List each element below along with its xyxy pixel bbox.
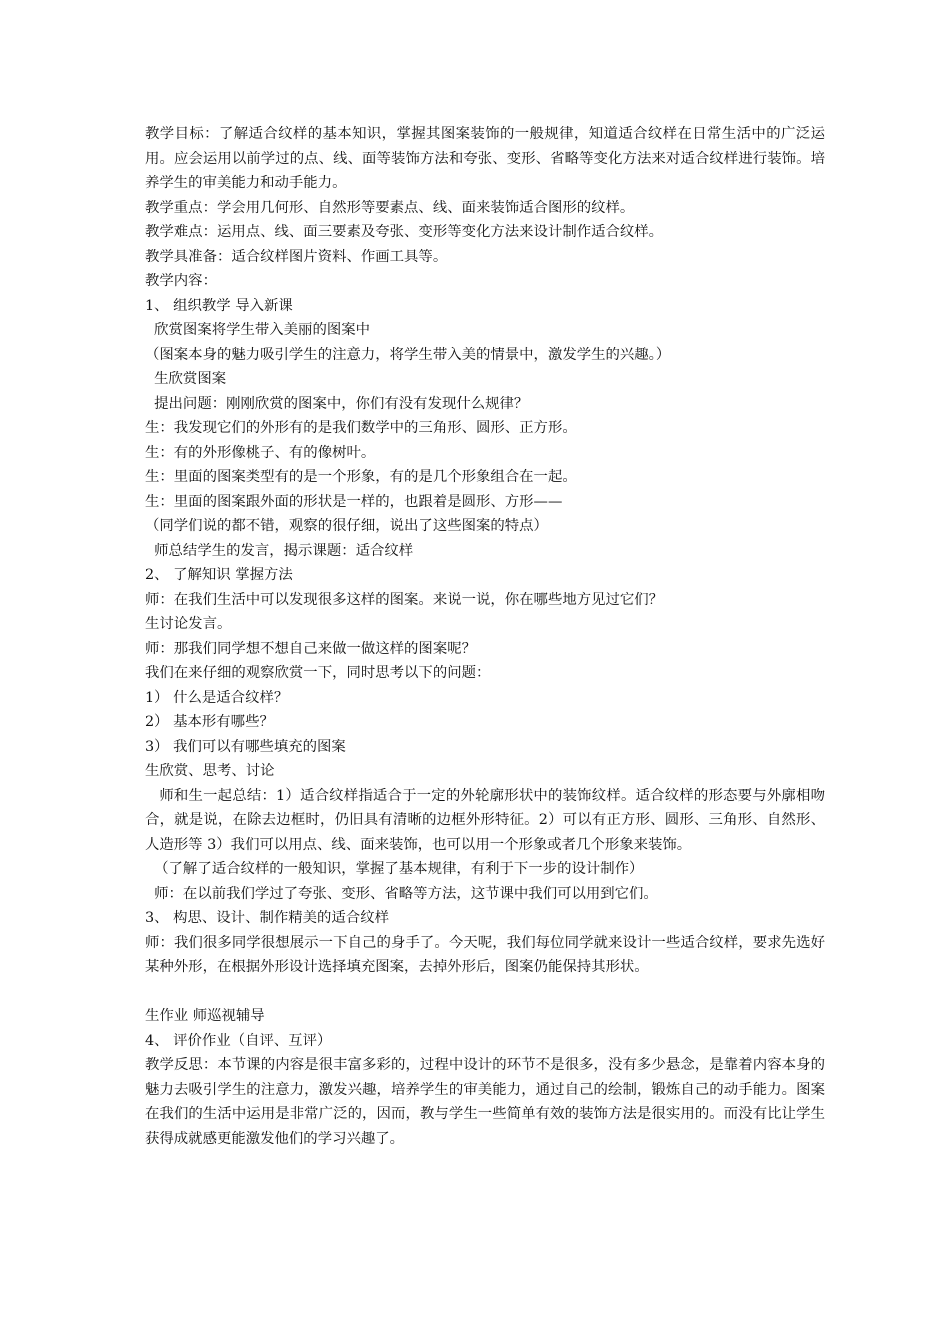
section-2-line: 我们在来仔细的观察欣赏一下，同时思考以下的问题： <box>145 665 491 681</box>
section-1-title: 1、 组织教学 导入新课 <box>145 297 293 314</box>
teaching-objectives: 教学目标：了解适合纹样的基本知识，掌握其图案装饰的一般规律，知道适合纹样在日常生活中的广泛运用。应会运用以前学过的点、线、面等装饰方法和夸张、变形、省略等变化方法来对适合纹样进行装饰。培养学生的审美能力和动手能力。 <box>145 126 825 191</box>
section-1-line: 提出问题：刚刚欣赏的图案中，你们有没有发现什么规律？ <box>145 395 529 412</box>
section-1-line: 欣赏图案将学生带入美丽的图案中 <box>145 322 371 338</box>
section-1-line: （图案本身的魅力吸引学生的注意力，将学生带入美的情景中，激发学生的兴趣。） <box>145 346 671 363</box>
section-2-line: 生欣赏、思考、讨论 <box>145 763 275 779</box>
teaching-difficulty: 教学难点：运用点、线、面三要素及夸张、变形等变化方法来设计制作适合纹样。 <box>145 224 664 240</box>
teaching-key-point: 教学重点：学会用几何形、自然形等要素点、线、面来装饰适合图形的纹样。 <box>145 199 635 216</box>
question-item: 1） 什么是适合纹样？ <box>145 689 289 706</box>
section-1-line: 生：里面的图案类型有的是一个形象，有的是几个形象组合在一起。 <box>145 469 577 485</box>
section-1-line: 师总结学生的发言，揭示课题：适合纹样 <box>145 542 414 559</box>
section-3-paragraph: 师：我们很多同学很想展示一下自己的身手了。今天呢，我们每位同学就来设计一些适合纹样，要求先选好某种外形，在根据外形设计选择填充图案，去掉外形后，图案仍能保持其形状。 <box>145 934 825 975</box>
reflection-paragraph: 教学反思：本节课的内容是很丰富多彩的，过程中设计的环节不是很多，没有多少悬念，是靠着内容本身的魅力去吸引学生的注意力，激发兴趣，培养学生的审美能力，通过自己的绘制，锻炼自己的动手能力。图案在我们的生活中运用是非常广泛的，因而，教与学生一些简单有效的装饰方法是很实用的。而没有比让学生获得成就感更能激发他们的学习兴趣了。 <box>145 1057 825 1147</box>
question-item: 3） 我们可以有哪些填充的图案 <box>145 738 346 755</box>
section-2-line: （了解了适合纹样的一般知识，掌握了基本规律，有利于下一步的设计制作） <box>145 861 644 877</box>
section-2-title: 2、 了解知识 掌握方法 <box>145 567 293 583</box>
teaching-preparation: 教学具准备：适合纹样图片资料、作画工具等。 <box>145 248 448 265</box>
section-1-line: （同学们说的都不错，观察的很仔细，说出了这些图案的特点） <box>145 518 548 534</box>
section-1-line: 生：有的外形像桃子、有的像树叶。 <box>145 444 376 461</box>
summary-paragraph: 师和生一起总结：1）适合纹样指适合于一定的外轮廓形状中的装饰纹样。适合纹样的形态要与外廓相吻合，就是说，在除去边框时，仍旧具有清晰的边框外形特征。2）可以有正方形、圆形、三角形、自然形、人造形等 3）我们可以用点、线、面来装饰，也可以用一个形象或者几个形象来装饰。 <box>145 787 825 853</box>
section-2-line: 师：在我们生活中可以发现很多这样的图案。来说一说，你在哪些地方见过它们？ <box>145 591 664 608</box>
content-heading: 教学内容： <box>145 273 217 289</box>
section-1-line: 生：里面的图案跟外面的形状是一样的，也跟着是圆形、方形—— <box>145 493 563 510</box>
section-4-title: 4、 评价作业（自评、互评） <box>145 1032 332 1049</box>
section-2-line: 师：那我们同学想不想自己来做一做这样的图案呢？ <box>145 640 476 657</box>
section-2-line: 师：在以前我们学过了夸张、变形、省略等方法，这节课中我们可以用到它们。 <box>145 885 658 902</box>
section-3-line: 生作业 师巡视辅导 <box>145 1008 265 1024</box>
section-1-line: 生欣赏图案 <box>145 371 227 387</box>
document-page <box>145 122 825 1151</box>
section-1-line: 生：我发现它们的外形有的是我们数学中的三角形、圆形、正方形。 <box>145 420 577 436</box>
blank-line <box>145 980 825 1005</box>
section-2-line: 生讨论发言。 <box>145 616 232 632</box>
question-item: 2） 基本形有哪些？ <box>145 714 274 730</box>
section-3-title: 3、 构思、设计、制作精美的适合纹样 <box>145 910 389 926</box>
